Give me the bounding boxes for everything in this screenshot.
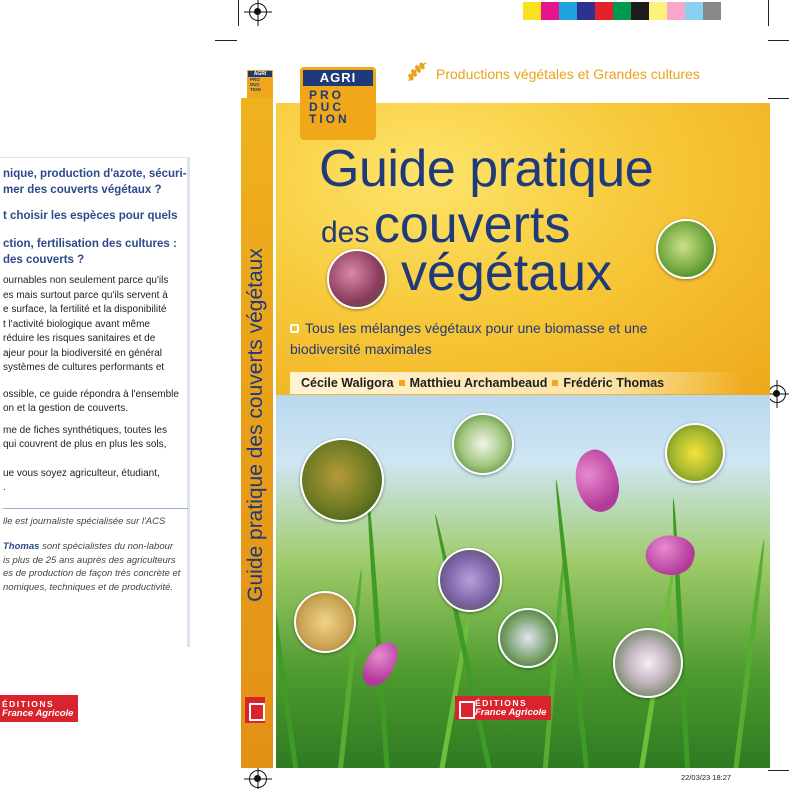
spine-collection-logo: AGRI PRO DUC TION [247, 70, 273, 98]
back-paragraph-2: ossible, ce guide répondra à l'ensemble on et la gestion de couverts. [3, 388, 179, 414]
crop-mark [768, 0, 769, 26]
crop-mark [238, 0, 239, 26]
crop-mark [768, 770, 789, 771]
crop-mark [768, 98, 789, 99]
color-swatch [559, 2, 577, 20]
bullet-square-icon [290, 324, 299, 333]
back-publisher-logo: ÉDITIONS France Agricole [0, 695, 78, 722]
front-publisher-logo: ÉDITIONS France Agricole [455, 696, 551, 720]
back-question-2: t choisir les espèces pour quels [3, 210, 178, 222]
back-cover [0, 157, 190, 647]
color-swatch [649, 2, 667, 20]
divider [3, 508, 188, 509]
color-swatch [523, 2, 541, 20]
series-header [406, 61, 700, 87]
back-paragraph-4: ue vous soyez agriculteur, étudiant, . [3, 467, 160, 493]
cover-title-line-2: des couverts [321, 196, 571, 254]
medallion-white-flowers [452, 413, 514, 475]
spine-title: Guide pratique des couverts végétaux [244, 248, 267, 602]
print-timestamp: 22/03/23 18:27 [681, 773, 732, 782]
cover-subtitle: Tous les mélanges végétaux pour une biomasse et une biodiversité maximales [290, 320, 648, 357]
author-name: Frédéric Thomas [563, 376, 665, 390]
vetch-flower [642, 529, 699, 580]
separator-square-icon [399, 380, 405, 386]
color-swatch [631, 2, 649, 20]
color-swatch [667, 2, 685, 20]
back-paragraph-1: ournables non seulement parce qu'ils es mais surtout parce qu'ils servent à e surface, la fertilité et la disponibilité t l'activité biologique avant même réduire les risques sanitaires et de ajeur pour la biodiversité en général systèmes de cultures performants et [3, 275, 169, 373]
registration-mark-top [249, 3, 267, 21]
registration-mark-right [768, 385, 786, 403]
medallion-blue-flowers [498, 608, 558, 668]
medallion-oat-grass [656, 219, 716, 279]
back-question-3: ction, fertilisation des cultures : des couverts ? [3, 238, 177, 266]
color-swatch [595, 2, 613, 20]
registration-mark-bottom [249, 770, 267, 788]
color-swatch [577, 2, 595, 20]
collection-logo: AGRI PRO DUC TION [300, 67, 376, 140]
color-calibration-bar [523, 2, 721, 20]
color-swatch [541, 2, 559, 20]
medallion-millet [300, 438, 384, 522]
crop-mark [215, 40, 237, 41]
back-question-1: nique, production d'azote, sécuri- mer des couverts végétaux ? [3, 168, 187, 196]
back-author-bio: Thomas sont spécialistes du non-labour is plus de 25 ans auprès des agriculteurs es de production de façon très concrète et nomiques, techniques et de productivité. [3, 541, 181, 593]
medallion-clover [613, 628, 683, 698]
medallion-phacelia [438, 548, 502, 612]
authors-band [290, 372, 745, 394]
medallion-wheat [294, 591, 356, 653]
book-icon [458, 698, 472, 718]
medallion-yellow-flowers [665, 423, 725, 483]
separator-square-icon [552, 380, 558, 386]
wheat-icon [406, 61, 430, 87]
author-name: Matthieu Archambeaud [409, 376, 548, 390]
crop-mark [768, 40, 789, 41]
author-name: Cécile Waligora [301, 376, 394, 390]
color-swatch [685, 2, 703, 20]
back-paragraph-3: me de fiches synthétiques, toutes les qui couvrent de plus en plus les sols, [3, 424, 167, 450]
color-swatch [703, 2, 721, 20]
cover-title-line-1: Guide pratique [319, 140, 654, 198]
back-author-note: lle est journaliste spécialisée sur l'ACS [3, 515, 166, 527]
color-swatch [613, 2, 631, 20]
vetch-flower [567, 445, 628, 518]
series-label: Productions végétales et Grandes cultures [436, 66, 700, 82]
vetch-flower [357, 636, 403, 691]
spine-publisher-logo [245, 697, 265, 723]
cover-title-line-3: végétaux [401, 244, 613, 302]
book-icon [248, 700, 262, 720]
